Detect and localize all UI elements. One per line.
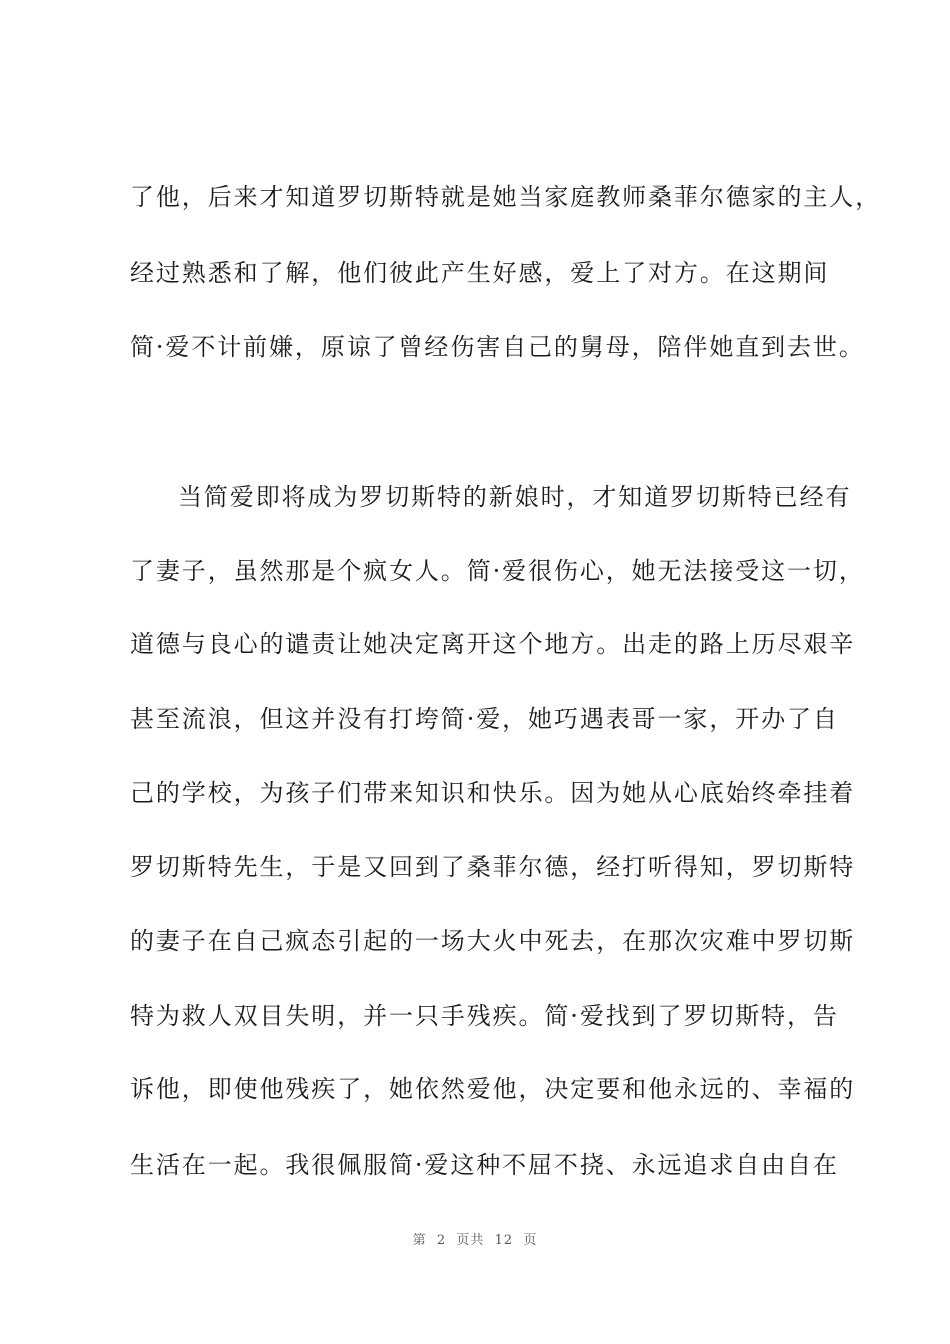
paragraph-2-line-5: 己的学校，为孩子们带来知识和快乐。因为她从心底始终牵挂着 (130, 779, 856, 807)
paragraph-2-line-2: 了妻子，虽然那是个疯女人。简·爱很伤心，她无法接受这一切， (130, 557, 865, 585)
paragraph-2-line-9: 诉他，即使他残疾了，她依然爱他，决定要和他永远的、幸福的 (130, 1075, 856, 1103)
paragraph-2-line-8: 特为救人双目失明，并一只手残疾。简·爱找到了罗切斯特，告 (130, 1002, 839, 1030)
paragraph-2-line-4: 甚至流浪，但这并没有打垮简·爱，她巧遇表哥一家，开办了自 (130, 705, 839, 733)
paragraph-1-line-2: 经过熟悉和了解，他们彼此产生好感，爱上了对方。在这期间 (130, 259, 830, 287)
paragraph-2-line-3: 道德与良心的谴责让她决定离开这个地方。出走的路上历尽艰辛 (130, 630, 856, 658)
paragraph-2-line-6: 罗切斯特先生，于是又回到了桑菲尔德，经打听得知，罗切斯特 (130, 853, 856, 881)
paragraph-1-line-1: 了他，后来才知道罗切斯特就是她当家庭教师桑菲尔德家的主人， (130, 183, 882, 211)
paragraph-2-line-7: 的妻子在自己疯态引起的一场大火中死去，在那次灾难中罗切斯 (130, 927, 856, 955)
paragraph-2-line-1: 当简爱即将成为罗切斯特的新娘时，才知道罗切斯特已经有 (178, 483, 852, 511)
paragraph-1-line-3: 简·爱不计前嫌，原谅了曾经伤害自己的舅母，陪伴她直到去世。 (130, 333, 865, 361)
paragraph-2-line-10: 生活在一起。我很佩服简·爱这种不屈不挠、永远追求自由自在 (130, 1151, 839, 1179)
page-number-footer: 第 2 页共 12 页 (412, 1233, 538, 1248)
